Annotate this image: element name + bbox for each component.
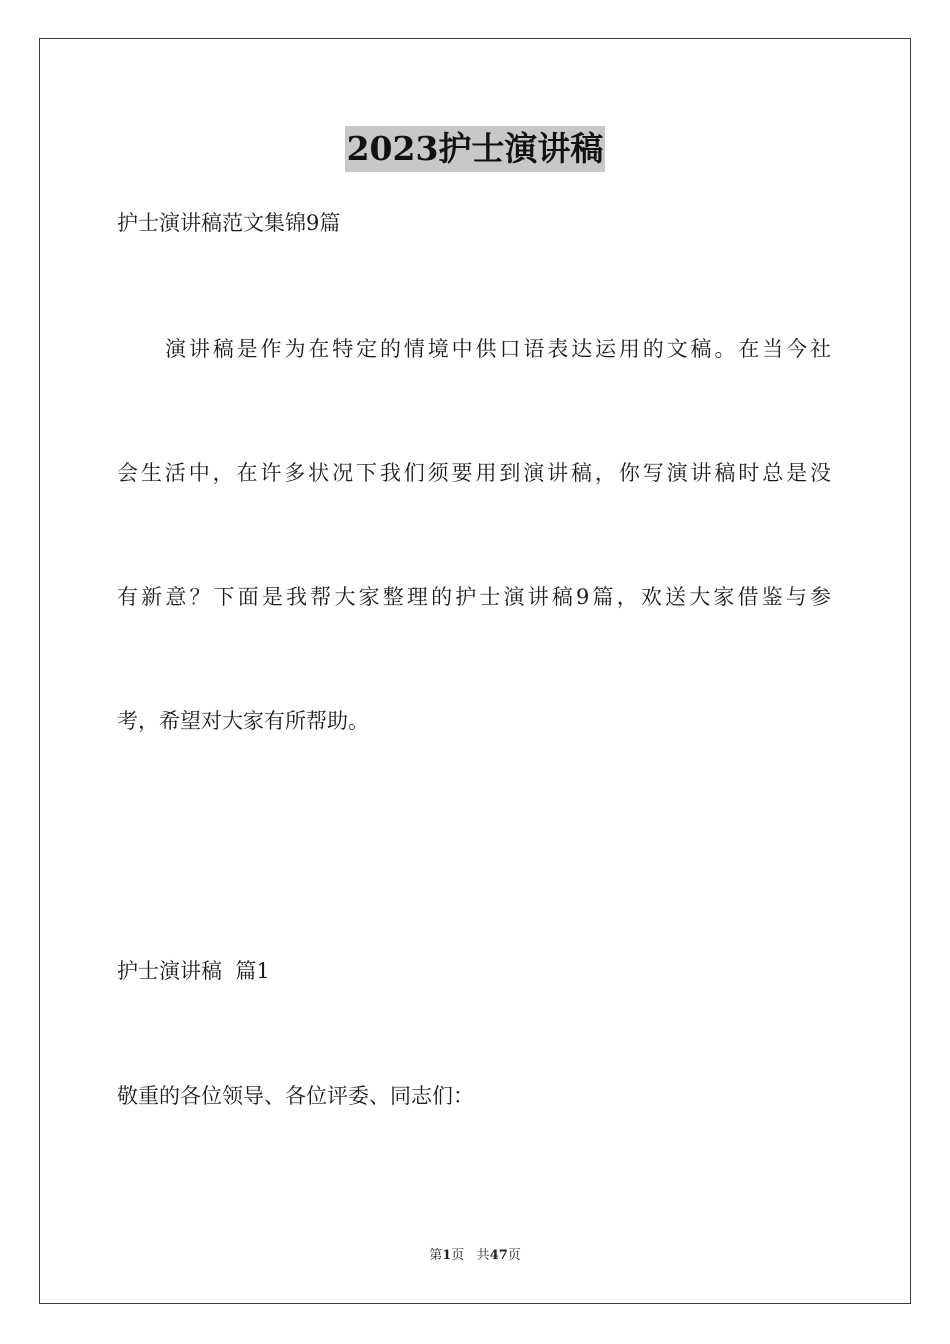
section-heading: 护士演讲稿 篇1 (117, 959, 270, 983)
document-title: 2023护士演讲稿 (345, 126, 606, 172)
footer-total-pages: 47 (489, 1248, 508, 1263)
footer-total-suffix: 页 (507, 1248, 521, 1263)
footer-page-suffix: 页 (451, 1248, 465, 1263)
intro-line-4: 考，希望对大家有所帮助。 (117, 709, 369, 733)
salutation: 敬重的各位领导、各位评委、同志们： (117, 1084, 474, 1108)
footer-total-prefix: 共 (476, 1248, 490, 1263)
footer-page-prefix: 第 (429, 1248, 443, 1263)
title-container (0, 126, 950, 172)
intro-line-2: 会生活中，在许多状况下我们须要用到演讲稿，你写演讲稿时总是没 (117, 461, 831, 485)
intro-line-3: 有新意？下面是我帮大家整理的护士演讲稿9篇，欢送大家借鉴与参 (117, 585, 831, 609)
footer-current-page: 1 (442, 1248, 452, 1263)
page-footer (0, 1246, 950, 1266)
document-subtitle: 护士演讲稿范文集锦9篇 (117, 211, 341, 235)
intro-line-1: 演讲稿是作为在特定的情境中供口语表达运用的文稿。在当今社 (165, 337, 831, 361)
